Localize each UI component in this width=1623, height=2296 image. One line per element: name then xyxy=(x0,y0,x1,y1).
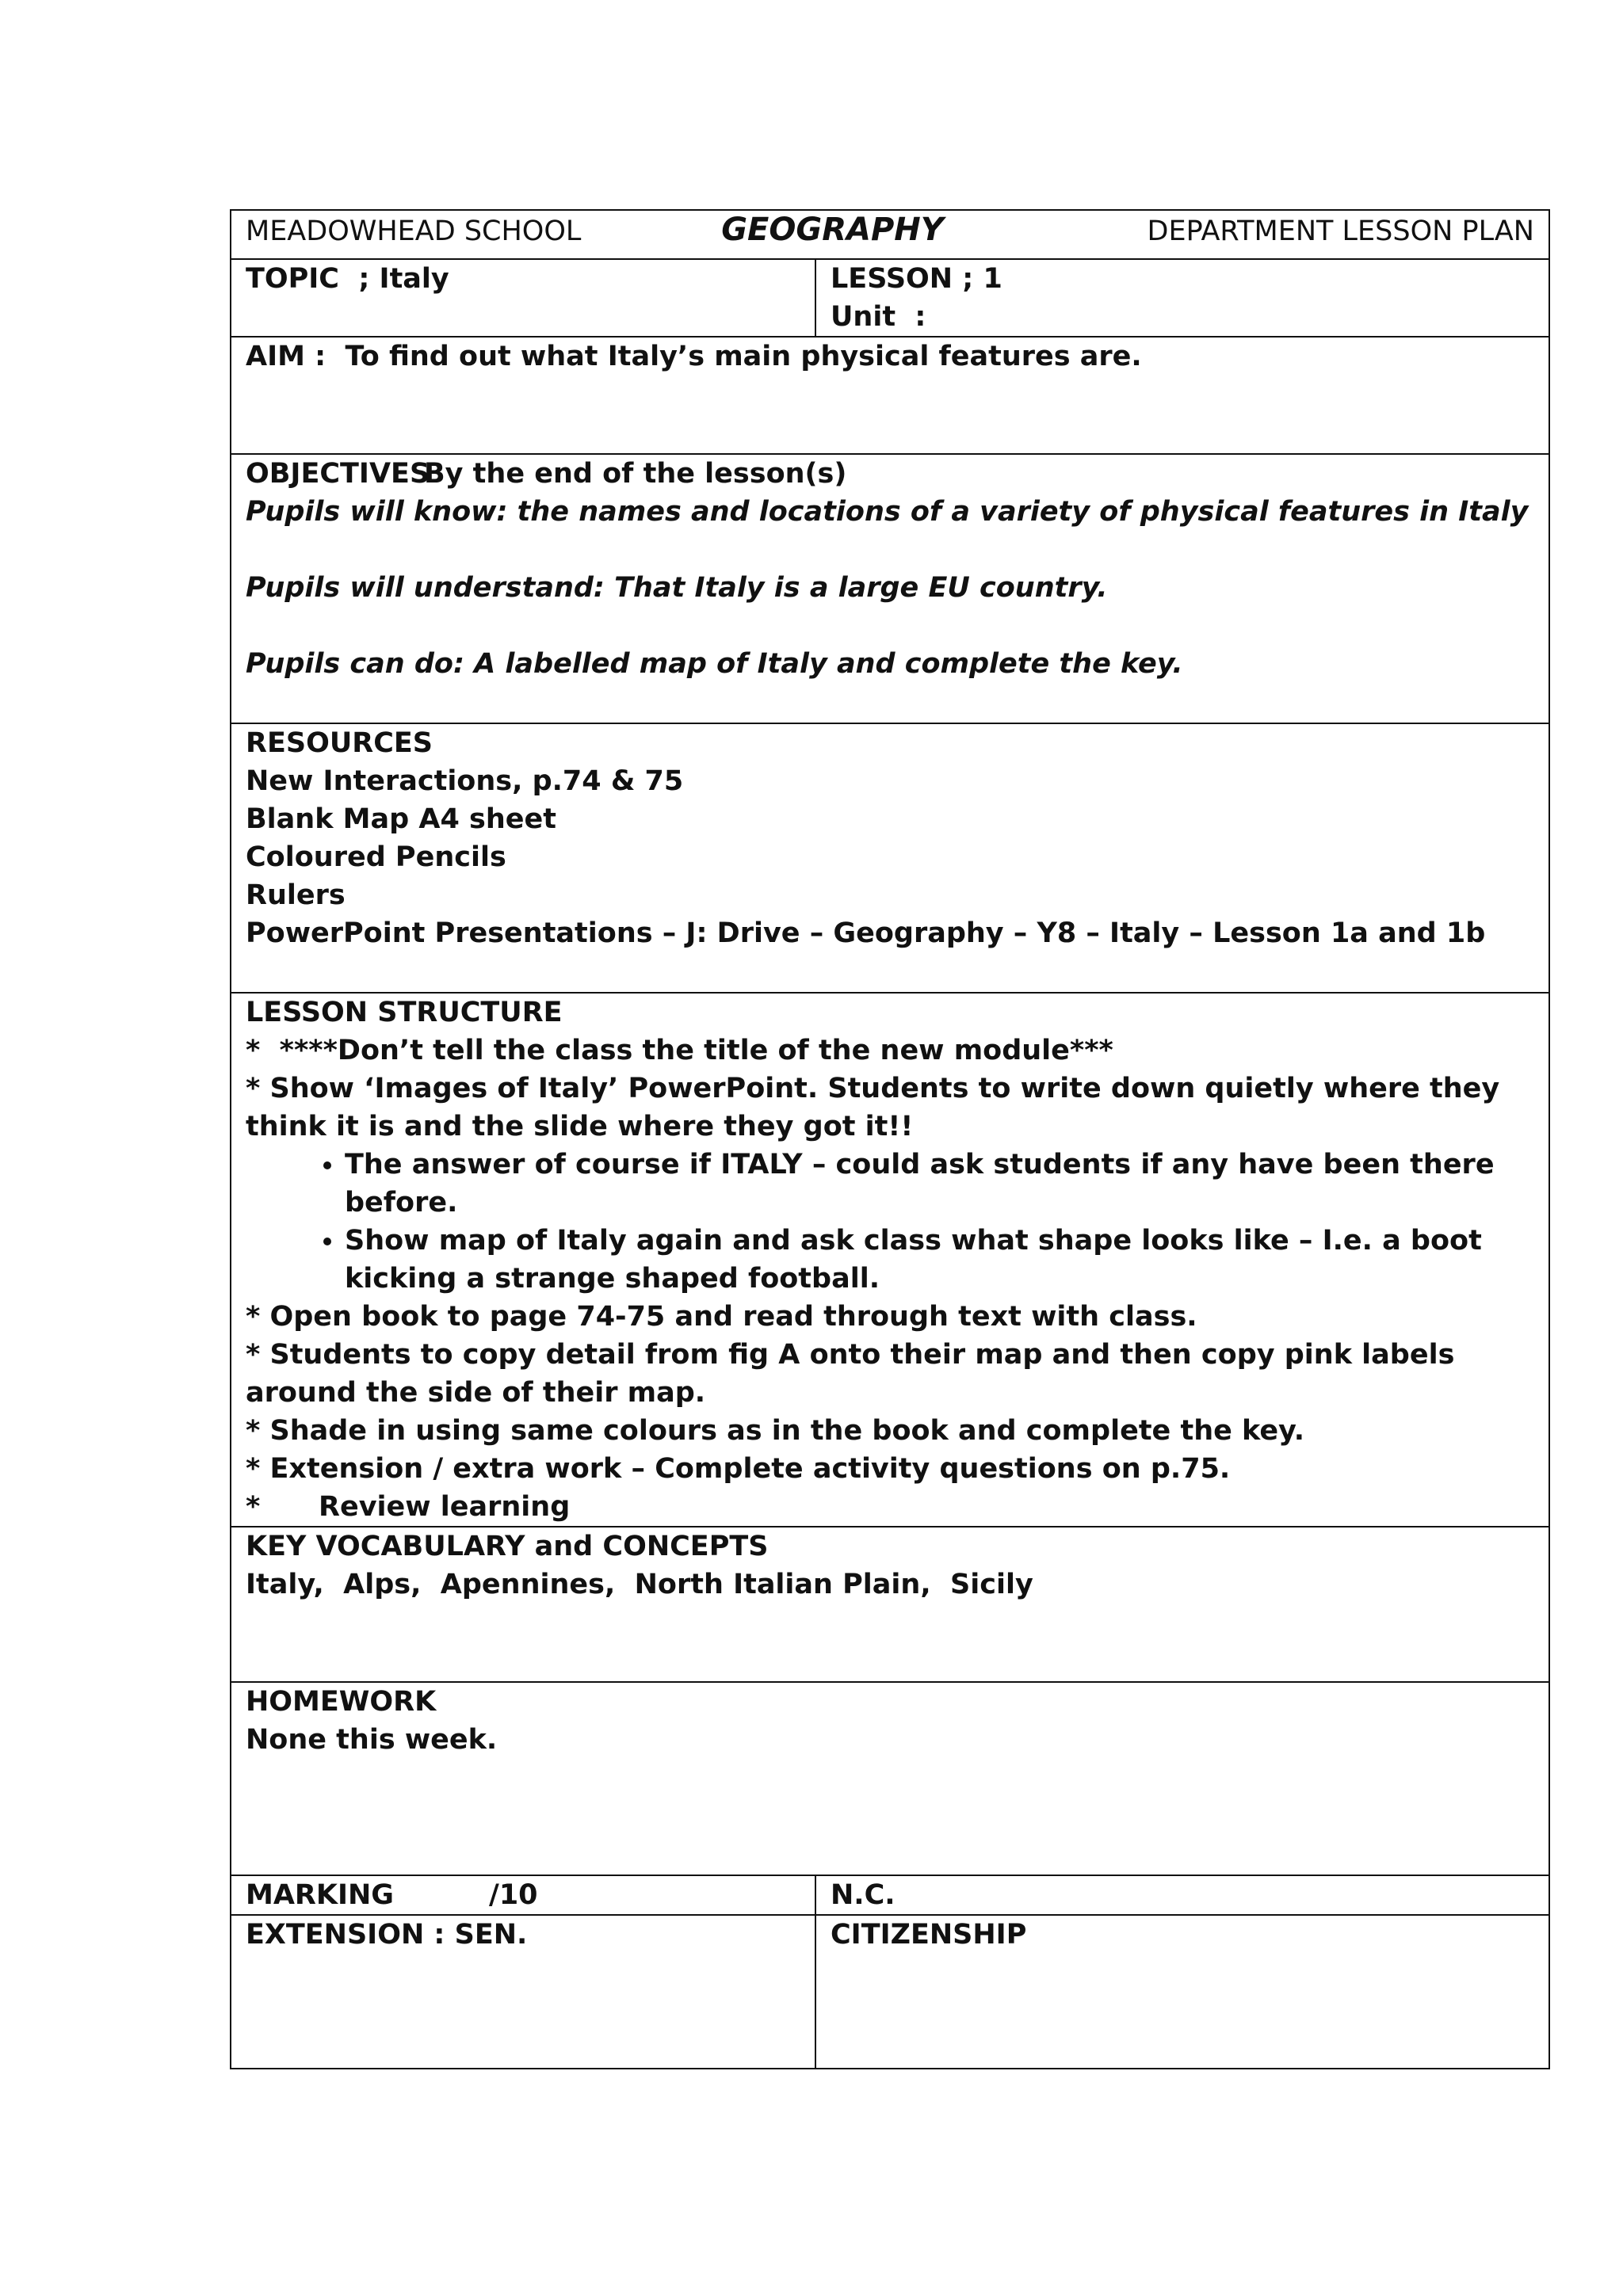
aim-text: AIM : To find out what Italy’s main physical features are. xyxy=(246,341,1142,372)
marking-row xyxy=(231,1875,1549,1915)
school-name: MEADOWHEAD SCHOOL xyxy=(246,215,582,247)
subject-title: GEOGRAPHY xyxy=(721,212,944,248)
lesson-plan-table xyxy=(230,209,1550,2069)
objectives-subheading: By the end of the lesson(s) xyxy=(424,458,847,490)
aim-cell xyxy=(231,337,1549,454)
extension-cell xyxy=(231,1915,815,2069)
resource-item: Blank Map A4 sheet xyxy=(246,803,556,835)
resources-row xyxy=(231,723,1549,993)
lesson-number: LESSON ; 1 xyxy=(831,263,1002,295)
lesson-cell xyxy=(815,259,1549,337)
review-text: Review learning xyxy=(319,1491,571,1523)
structure-step: * Open book to page 74-75 and read through text with class. xyxy=(246,1301,1197,1333)
topic-cell xyxy=(231,259,815,337)
structure-bullet-list xyxy=(246,1146,1534,1298)
homework-text: None this week. xyxy=(246,1724,498,1756)
objective-know: Pupils will know: the names and locations of a variety of physical features in Italy xyxy=(246,496,1529,528)
marking-cell xyxy=(231,1875,815,1915)
key-vocabulary-terms: Italy, Alps, Apennines, North Italian Plain, Sicily xyxy=(246,1569,1033,1600)
structure-step: * Students to copy detail from fig A onto their map and then copy pink labels around the side of their map. xyxy=(246,1339,1455,1409)
extension-label: EXTENSION : SEN. xyxy=(246,1919,528,1951)
marking-score: /10 xyxy=(489,1879,538,1911)
header-row xyxy=(231,210,1549,259)
key-vocabulary-heading: KEY VOCABULARY and CONCEPTS xyxy=(246,1531,769,1562)
topic-text: TOPIC ; Italy xyxy=(246,263,449,295)
header-bar xyxy=(246,211,1534,250)
structure-step: * Show ‘Images of Italy’ PowerPoint. Students to write down quietly where they think it is and the slide where they got it!! xyxy=(246,1073,1500,1142)
resource-item: Rulers xyxy=(246,879,346,911)
key-vocabulary-cell xyxy=(231,1527,1549,1682)
structure-bullet: • The answer of course if ITALY – could ask students if any have been there before. xyxy=(345,1146,1534,1222)
spacer xyxy=(246,531,1534,569)
nc-cell xyxy=(815,1875,1549,1915)
marking-label: MARKING xyxy=(246,1879,395,1911)
homework-cell xyxy=(231,1682,1549,1875)
unit-label: Unit : xyxy=(831,301,926,333)
structure-step-review xyxy=(246,1488,1534,1526)
homework-heading: HOMEWORK xyxy=(246,1686,437,1718)
topic-row xyxy=(231,259,1549,337)
lesson-structure-row xyxy=(231,993,1549,1527)
objective-understand: Pupils will understand: That Italy is a large EU country. xyxy=(246,572,1108,604)
extension-row xyxy=(231,1915,1549,2069)
aim-row xyxy=(231,337,1549,454)
resources-cell xyxy=(231,723,1549,993)
resource-item: PowerPoint Presentations – J: Drive – Geography – Y8 – Italy – Lesson 1a and 1b xyxy=(246,917,1486,949)
plan-label: DEPARTMENT LESSON PLAN xyxy=(1147,215,1534,247)
citizenship-label: CITIZENSHIP xyxy=(831,1919,1027,1951)
objectives-heading: OBJECTIVES xyxy=(246,458,430,490)
objectives-cell xyxy=(231,454,1549,723)
spacer xyxy=(246,607,1534,645)
resources-heading: RESOURCES xyxy=(246,727,433,759)
structure-step: * Shade in using same colours as in the book and complete the key. xyxy=(246,1415,1305,1447)
lesson-structure-heading: LESSON STRUCTURE xyxy=(246,997,563,1028)
header-cell xyxy=(231,210,1549,259)
objectives-row xyxy=(231,454,1549,723)
objectives-header xyxy=(246,455,1534,493)
lesson-structure-cell xyxy=(231,993,1549,1527)
review-star: * xyxy=(246,1491,261,1523)
structure-step: * Extension / extra work – Complete activity questions on p.75. xyxy=(246,1453,1231,1485)
citizenship-cell xyxy=(815,1915,1549,2069)
key-vocabulary-row xyxy=(231,1527,1549,1682)
structure-bullet: • Show map of Italy again and ask class what shape looks like – I.e. a boot kicking a strange shaped football. xyxy=(345,1222,1534,1298)
nc-label: N.C. xyxy=(831,1879,896,1911)
resource-item: New Interactions, p.74 & 75 xyxy=(246,765,684,797)
objective-can-do: Pupils can do: A labelled map of Italy and complete the key. xyxy=(246,648,1183,680)
resource-item: Coloured Pencils xyxy=(246,841,506,873)
structure-step: * ****Don’t tell the class the title of the new module*** xyxy=(246,1035,1113,1066)
homework-row xyxy=(231,1682,1549,1875)
